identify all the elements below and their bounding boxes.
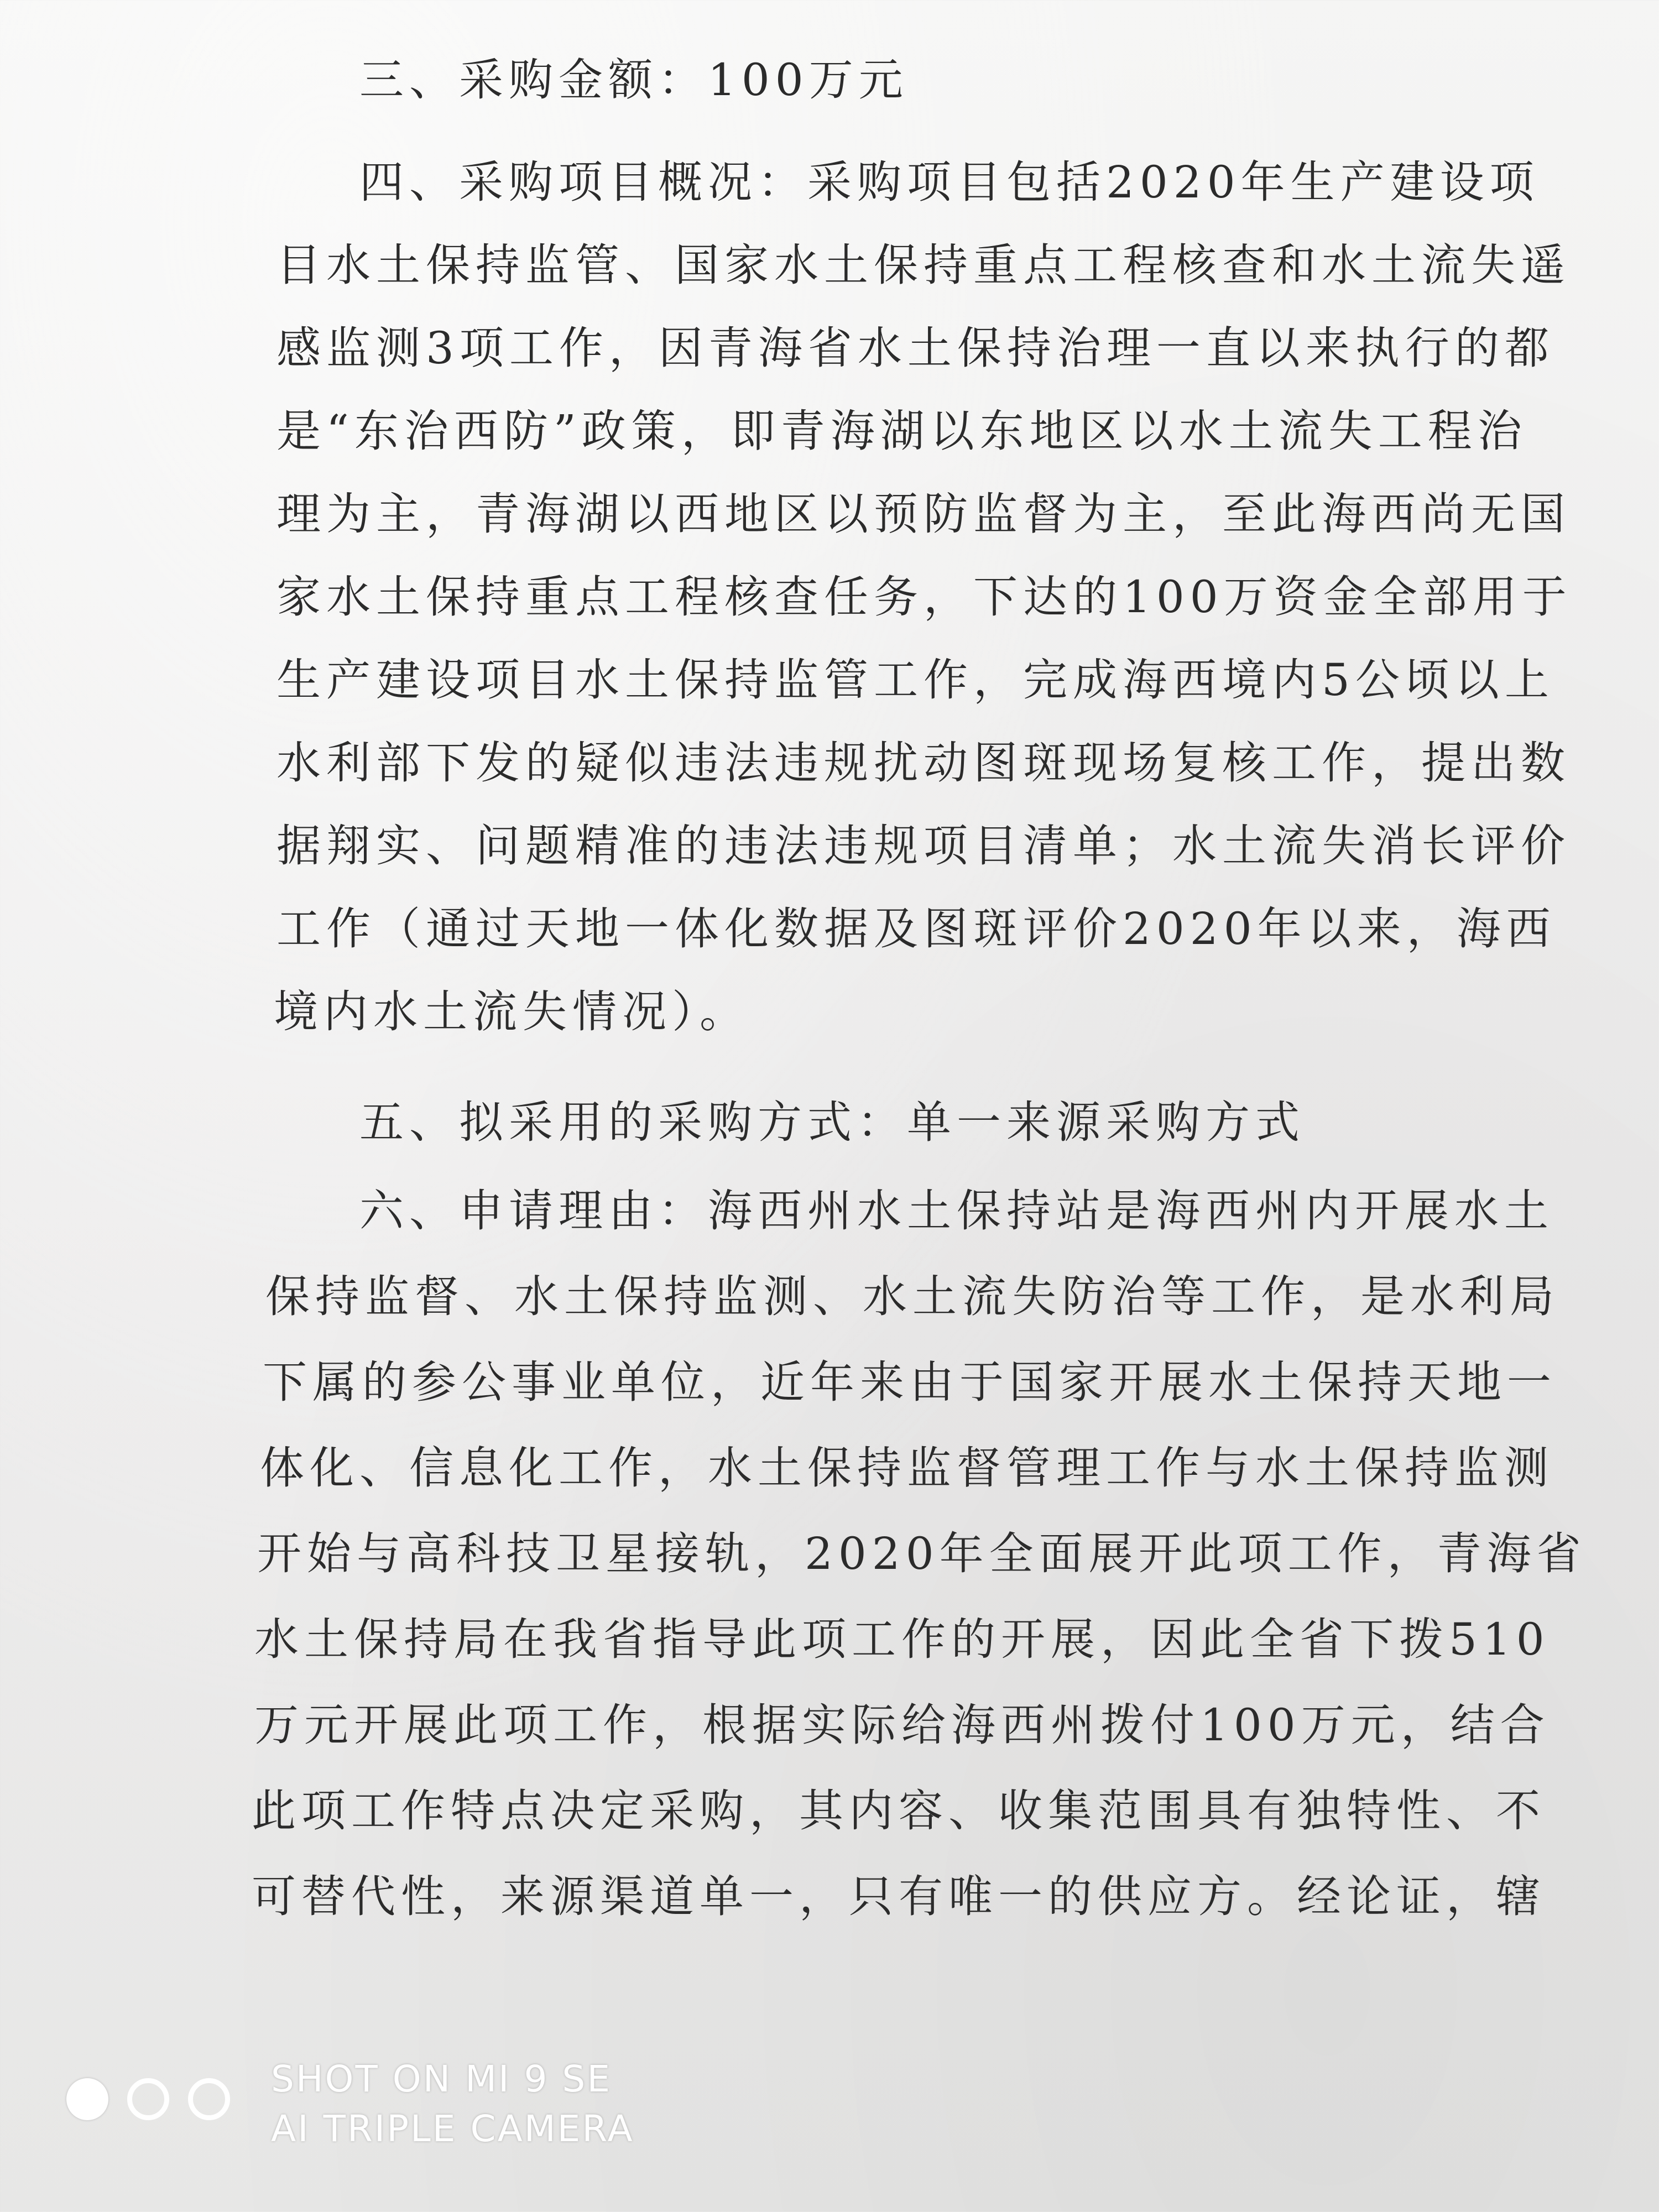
text-line: 五、拟采用的采购方式：单一来源采购方式 (359, 1097, 1305, 1148)
lens-ring-icon (188, 2078, 230, 2120)
watermark-line-2: AI TRIPLE CAMERA (271, 2107, 634, 2150)
text-line: 六、申请理由：海西州水土保持站是海西州内开展水土 (359, 1185, 1554, 1237)
text-line: 目水土保持监管、国家水土保持重点工程核查和水土流失遥 (276, 239, 1571, 291)
text-line: 水利部下发的疑似违法违规扰动图斑现场复核工作，提出数 (276, 737, 1571, 789)
text-line: 理为主，青海湖以西地区以预防监督为主，至此海西尚无国 (276, 488, 1571, 540)
text-line: 此项工作特点决定采购，其内容、收集范围具有独特性、不 (252, 1785, 1546, 1837)
text-line: 是“东治西防”政策，即青海湖以东地区以水土流失工程治 (276, 405, 1527, 457)
text-line: 万元开展此项工作，根据实际给海西州拨付100万元，结合 (254, 1699, 1550, 1751)
text-line: 生产建设项目水土保持监管工作，完成海西境内5公顷以上 (276, 654, 1554, 706)
text-line: 工作（通过天地一体化数据及图斑评价2020年以来，海西 (276, 903, 1556, 954)
text-line: 三、采购金额：100万元 (359, 54, 909, 106)
lens-dot-icon (66, 2078, 108, 2120)
text-line: 保持监督、水土保持监测、水土流失防治等工作，是水利局 (265, 1271, 1559, 1322)
text-line: 感监测3项工作，因青海省水土保持治理一直以来执行的都 (276, 322, 1554, 374)
camera-watermark (66, 2046, 730, 2157)
text-line: 可替代性，来源渠道单一，只有唯一的供应方。经论证，辖 (252, 1871, 1546, 1922)
text-line: 家水土保持重点工程核查任务，下达的100万资金全部用于 (276, 571, 1572, 623)
camera-logo-icon (66, 2078, 243, 2125)
text-line: 下属的参公事业单位，近年来由于国家开展水土保持天地一 (263, 1357, 1557, 1408)
text-line: 体化、信息化工作，水土保持监督管理工作与水土保持监测 (260, 1442, 1554, 1494)
watermark-line-1: SHOT ON MI 9 SE (271, 2058, 612, 2100)
text-line: 四、采购项目概况：采购项目包括2020年生产建设项 (359, 156, 1540, 208)
text-line: 据翔实、问题精准的违法违规项目清单；水土流失消长评价 (276, 820, 1571, 872)
text-line: 水土保持局在我省指导此项工作的开展，因此全省下拨510 (254, 1614, 1550, 1665)
lens-ring-icon (127, 2078, 169, 2120)
text-line: 境内水土流失情况）。 (274, 986, 749, 1037)
text-line: 开始与高科技卫星接轨，2020年全面展开此项工作，青海省 (257, 1528, 1587, 1579)
